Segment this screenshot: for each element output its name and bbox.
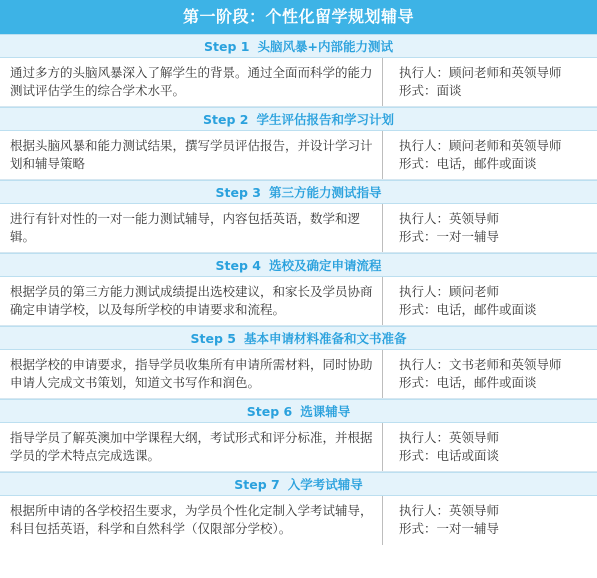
- step-form: 形式：电话或面谈: [399, 448, 500, 463]
- step-form: 形式：电话，邮件或面谈: [399, 302, 537, 317]
- step-1-header: [0, 34, 597, 58]
- step-3-body: [0, 204, 597, 253]
- step-7-header: [0, 472, 597, 496]
- step-executor: 执行人：顾问老师和英领导师: [399, 65, 562, 80]
- step-4-header: [0, 253, 597, 277]
- step-4-body: [0, 277, 597, 326]
- step-6-header: [0, 399, 597, 423]
- step-meta: [383, 350, 597, 398]
- step-2-header: [0, 107, 597, 131]
- step-form: 形式：电话，邮件或面谈: [399, 156, 537, 171]
- step-number: Step 3: [215, 185, 261, 200]
- step-5-body: [0, 350, 597, 399]
- step-description: 根据学员的第三方能力测试成绩提出选校建议，和家长及学员协商确定申请学校，以及每所学校的申请要求和流程。: [0, 277, 383, 325]
- step-executor: 执行人：顾问老师和英领导师: [399, 138, 562, 153]
- step-description: 通过多方的头脑风暴深入了解学生的背景。通过全面而科学的能力测试评估学生的综合学术水平。: [0, 58, 383, 106]
- step-form: 形式：一对一辅导: [399, 229, 500, 244]
- step-description: 根据所申请的各学校招生要求，为学员个性化定制入学考试辅导，科目包括英语，科学和自然科学（仅限部分学校）。: [0, 496, 383, 545]
- step-executor: 执行人：顾问老师: [399, 284, 500, 299]
- step-6-body: [0, 423, 597, 472]
- step-name: 基本申请材料准备和文书准备: [243, 331, 407, 346]
- step-number: Step 1: [204, 39, 250, 54]
- step-executor: 执行人：文书老师和英领导师: [399, 357, 562, 372]
- step-description: 进行有针对性的一对一能力测试辅导，内容包括英语，数学和逻辑。: [0, 204, 383, 252]
- step-executor: 执行人：英领导师: [399, 430, 500, 445]
- step-7-body: [0, 496, 597, 545]
- step-meta: [383, 131, 597, 179]
- step-name: 选校及确定申请流程: [268, 258, 382, 273]
- step-meta: [383, 423, 597, 471]
- step-executor: 执行人：英领导师: [399, 211, 500, 226]
- step-number: Step 4: [215, 258, 261, 273]
- step-2-body: [0, 131, 597, 180]
- step-form: 形式：面谈: [399, 83, 462, 98]
- step-name: 选课辅导: [300, 404, 351, 419]
- step-form: 形式：一对一辅导: [399, 521, 500, 536]
- stage-title: 第一阶段：个性化留学规划辅导: [0, 0, 597, 34]
- step-number: Step 2: [203, 112, 249, 127]
- step-executor: 执行人：英领导师: [399, 503, 500, 518]
- step-number: Step 7: [234, 477, 280, 492]
- step-5-header: [0, 326, 597, 350]
- step-description: 根据学校的申请要求，指导学员收集所有申请所需材料，同时协助申请人完成文书策划，知道文书写作和润色。: [0, 350, 383, 398]
- step-number: Step 6: [246, 404, 293, 419]
- step-description: 指导学员了解英澳加中学课程大纲，考试形式和评分标准，并根据学员的学术特点完成选课。: [0, 423, 383, 471]
- step-form: 形式：电话，邮件或面谈: [399, 375, 537, 390]
- step-name: 学生评估报告和学习计划: [256, 112, 394, 127]
- step-name: 头脑风暴+内部能力测试: [257, 39, 393, 54]
- step-1-body: [0, 58, 597, 107]
- step-meta: [383, 204, 597, 252]
- step-name: 第三方能力测试指导: [268, 185, 382, 200]
- step-description: 根据头脑风暴和能力测试结果，撰写学员评估报告，并设计学习计划和辅导策略: [0, 131, 383, 179]
- step-meta: [383, 277, 597, 325]
- step-name: 入学考试辅导: [287, 477, 363, 492]
- step-meta: [383, 58, 597, 106]
- step-3-header: [0, 180, 597, 204]
- step-number: Step 5: [190, 331, 236, 346]
- step-meta: [383, 496, 597, 545]
